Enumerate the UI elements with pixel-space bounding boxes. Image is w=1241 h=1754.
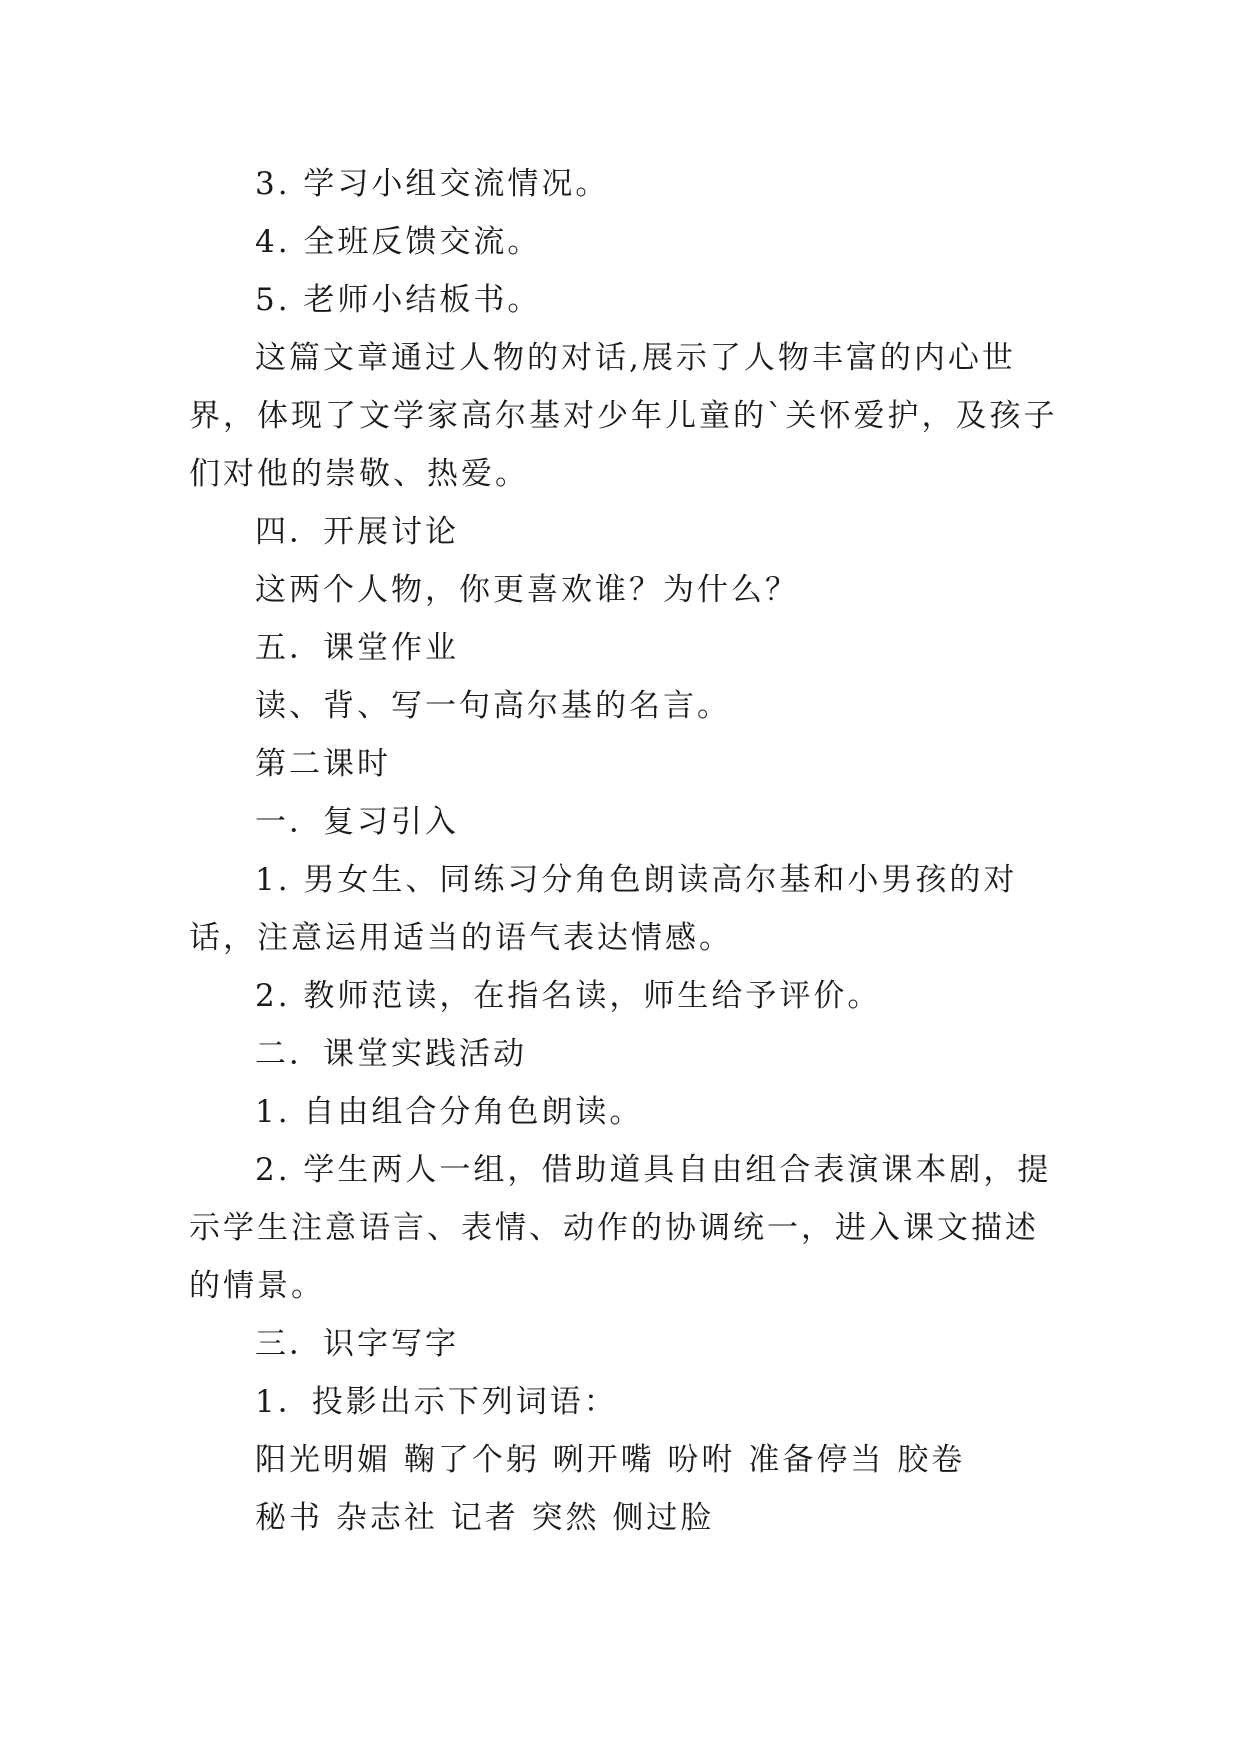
- paragraph-practice-2: 2. 学生两人一组，借助道具自由组合表演课本剧，提示学生注意语言、表情、动作的协调统一，进入课文描述的情景。: [189, 1152, 1052, 1304]
- heading-practice: 二．课堂实践活动: [255, 1036, 527, 1072]
- paragraph-step-3: 3. 学习小组交流情况。: [255, 166, 610, 202]
- paragraph-discussion-question: 这两个人物，你更喜欢谁？为什么？: [255, 572, 799, 608]
- paragraph-step-5: 5. 老师小结板书。: [255, 282, 542, 318]
- paragraph-review-2: 2. 教师范读，在指名读，师生给予评价。: [255, 978, 882, 1014]
- heading-review: 一．复习引入: [255, 804, 459, 840]
- paragraph-review-1: 1. 男女生、同练习分角色朗读高尔基和小男孩的对话，注意运用适当的语气表达情感。: [189, 862, 1018, 956]
- paragraph-vocab-line-1: 阳光明媚 鞠了个躬 咧开嘴 吩咐 准备停当 胶卷: [255, 1442, 966, 1478]
- document-body: [189, 155, 1069, 1547]
- paragraph-step-4: 4. 全班反馈交流。: [255, 224, 542, 260]
- heading-discussion: 四．开展讨论: [255, 514, 459, 550]
- heading-characters: 三．识字写字: [255, 1326, 459, 1362]
- paragraph-practice-1: 1. 自由组合分角色朗读。: [255, 1094, 644, 1130]
- heading-second-lesson: 第二课时: [255, 746, 391, 782]
- heading-homework: 五．课堂作业: [255, 630, 459, 666]
- paragraph-vocab-intro: 1．投影出示下列词语：: [255, 1384, 618, 1420]
- paragraph-homework: 读、背、写一句高尔基的名言。: [255, 688, 731, 724]
- paragraph-summary: 这篇文章通过人物的对话,展示了人物丰富的内心世界，体现了文学家高尔基对少年儿童的`关怀爱护，及孩子们对他的崇敬、热爱。: [189, 340, 1058, 492]
- paragraph-vocab-line-2: 秘书 杂志社 记者 突然 侧过脸: [255, 1500, 715, 1536]
